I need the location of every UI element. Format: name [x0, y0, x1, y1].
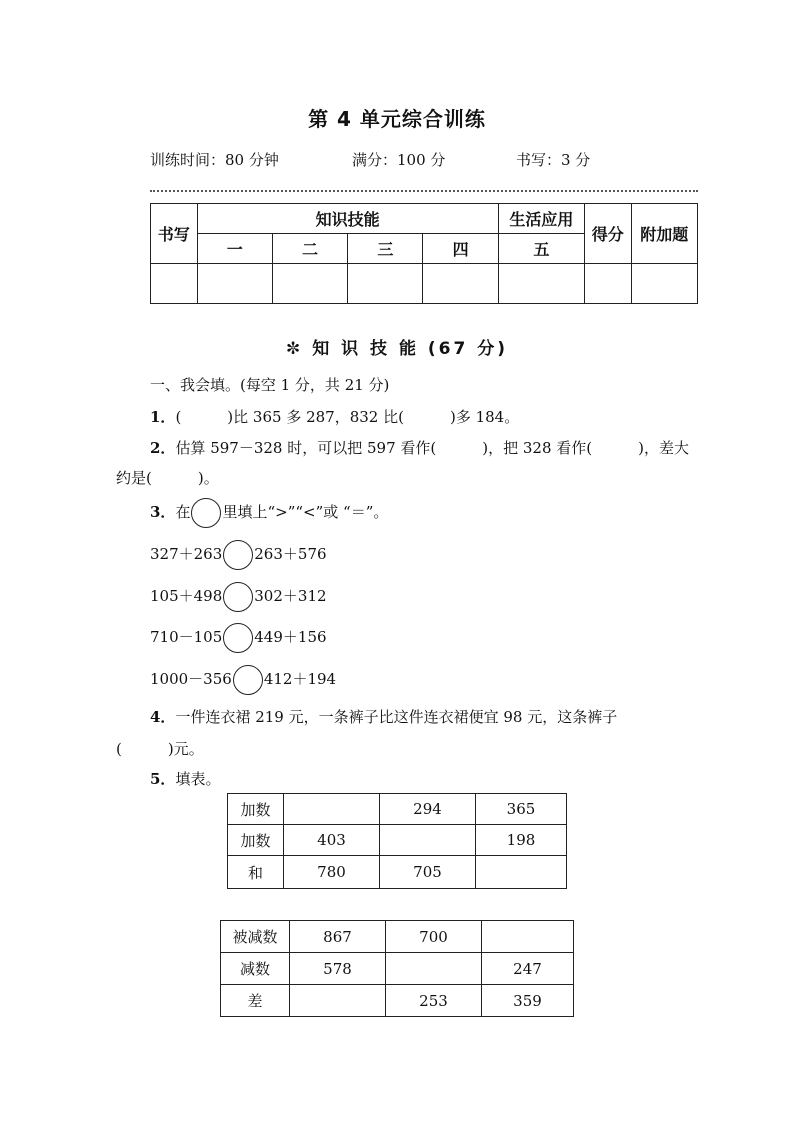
- score-cell[interactable]: [272, 264, 347, 304]
- q1-text: )比 365 多 287，832 比(: [227, 408, 404, 426]
- question-number: 2．: [150, 439, 176, 457]
- table-header: 差: [221, 985, 290, 1017]
- question-1: [150, 406, 519, 427]
- question-3: [150, 498, 388, 528]
- score-col-2: 二: [272, 234, 347, 264]
- question-2-cont: [116, 467, 219, 488]
- comparison-left: 710－105: [150, 628, 223, 646]
- table-cell: 294: [380, 794, 476, 825]
- table-header: 被减数: [221, 921, 290, 953]
- q2-text: )，差大: [638, 439, 689, 457]
- table-cell[interactable]: [284, 794, 380, 825]
- section-title: 知 识 技 能 (67 分): [312, 339, 508, 359]
- question-5: [150, 768, 220, 789]
- table-header: 加数: [228, 794, 284, 825]
- part1-heading: 一、我会填。(每空 1 分，共 21 分): [150, 376, 390, 394]
- table-cell[interactable]: [482, 921, 574, 953]
- comparison-right: 449＋156: [254, 628, 327, 646]
- page-title: 第 4 单元综合训练: [308, 107, 486, 131]
- table-cell[interactable]: [386, 953, 482, 985]
- q5-text: 填表。: [175, 770, 221, 788]
- q1-text: (: [175, 408, 182, 426]
- writing-score-info: 书写：3 分: [516, 151, 591, 169]
- q2-text: 约是(: [116, 469, 152, 487]
- addition-table: [227, 793, 567, 889]
- table-cell: 780: [284, 856, 380, 889]
- comparison-left: 1000－356: [150, 670, 232, 688]
- question-number: 5．: [150, 770, 176, 788]
- comparison-row: [150, 540, 327, 570]
- question-4: [150, 706, 617, 727]
- comparison-row: [150, 582, 327, 612]
- table-cell: 359: [482, 985, 574, 1017]
- score-header-application: 生活应用: [498, 204, 584, 234]
- score-cell[interactable]: [151, 264, 198, 304]
- score-cell[interactable]: [631, 264, 697, 304]
- comparison-left: 327＋263: [150, 545, 223, 563]
- score-col-5: 五: [498, 234, 584, 264]
- table-cell: 705: [380, 856, 476, 889]
- question-2: [150, 437, 689, 458]
- score-col-4: 四: [423, 234, 498, 264]
- score-header-writing: 书写: [151, 204, 198, 264]
- table-cell[interactable]: [380, 825, 476, 856]
- q2-text: )，把 328 看作(: [482, 439, 593, 457]
- score-col-3: 三: [348, 234, 423, 264]
- comparison-circle[interactable]: [233, 665, 263, 695]
- score-cell[interactable]: [423, 264, 498, 304]
- comparison-right: 302＋312: [254, 587, 327, 605]
- comparison-circle[interactable]: [223, 540, 253, 570]
- question-number: 1．: [150, 408, 176, 426]
- comparison-row: [150, 623, 327, 653]
- flower-icon: ✼: [286, 339, 304, 359]
- score-cell[interactable]: [498, 264, 584, 304]
- table-cell: 247: [482, 953, 574, 985]
- q2-text: 估算 597－328 时，可以把 597 看作(: [175, 439, 437, 457]
- table-cell: 700: [386, 921, 482, 953]
- score-col-1: 一: [197, 234, 272, 264]
- score-header-knowledge: 知识技能: [197, 204, 498, 234]
- score-cell[interactable]: [197, 264, 272, 304]
- q3-text: 里填上“>”“<”或 “＝”。: [222, 503, 389, 521]
- table-header: 和: [228, 856, 284, 889]
- question-number: 4．: [150, 708, 176, 726]
- table-cell: 253: [386, 985, 482, 1017]
- q2-text: )。: [197, 469, 219, 487]
- table-cell: 403: [284, 825, 380, 856]
- subtraction-table: [220, 920, 574, 1017]
- q1-text: )多 184。: [449, 408, 520, 426]
- score-header-bonus: 附加题: [631, 204, 697, 264]
- table-cell[interactable]: [290, 985, 386, 1017]
- table-cell: 578: [290, 953, 386, 985]
- full-score-info: 满分：100 分: [352, 151, 446, 169]
- table-cell: 198: [476, 825, 567, 856]
- comparison-right: 412＋194: [263, 670, 337, 688]
- table-cell: 867: [290, 921, 386, 953]
- question-4-cont: [116, 738, 204, 759]
- comparison-row: [150, 665, 336, 695]
- comparison-circle[interactable]: [223, 582, 253, 612]
- time-info: 训练时间：80 分钟: [150, 151, 279, 169]
- q4-text: 一件连衣裙 219 元，一条裤子比这件连衣裙便宜 98 元，这条裤子: [175, 708, 618, 726]
- comparison-left: 105＋498: [150, 587, 223, 605]
- comparison-right: 263＋576: [254, 545, 327, 563]
- comparison-circle[interactable]: [223, 623, 253, 653]
- score-cell[interactable]: [348, 264, 423, 304]
- question-number: 3．: [150, 503, 176, 521]
- q4-text: (: [116, 740, 122, 758]
- table-cell[interactable]: [476, 856, 567, 889]
- table-header: 减数: [221, 953, 290, 985]
- section-heading: [0, 334, 794, 359]
- dotted-divider: [150, 190, 698, 192]
- table-cell: 365: [476, 794, 567, 825]
- score-header-score: 得分: [584, 204, 631, 264]
- circle-blank: [191, 498, 221, 528]
- q3-text: 在: [175, 503, 191, 521]
- score-cell[interactable]: [584, 264, 631, 304]
- table-header: 加数: [228, 825, 284, 856]
- q4-text: )元。: [167, 740, 204, 758]
- score-table: [150, 203, 698, 304]
